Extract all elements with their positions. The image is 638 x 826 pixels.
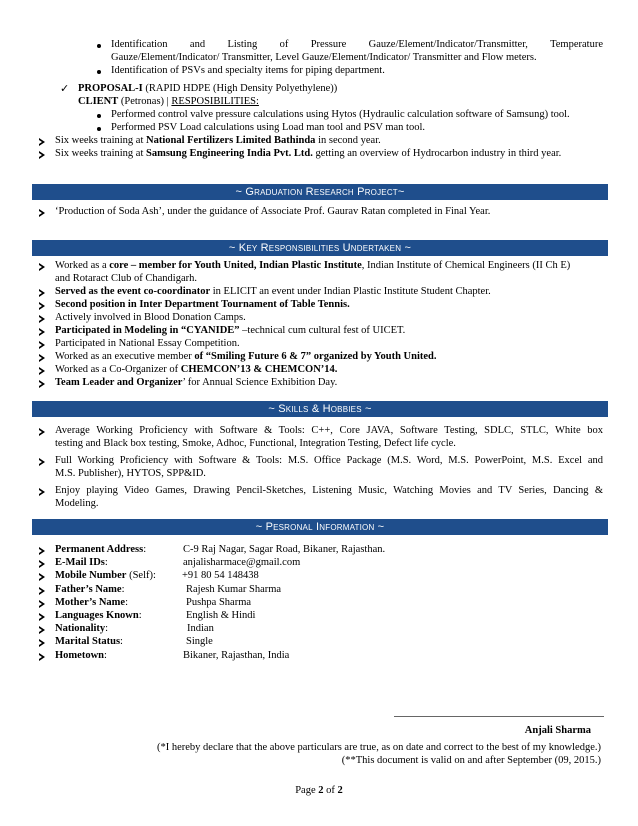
- training-text: getting an overview of Hydrocarbon industry in third year.: [312, 148, 562, 159]
- list-item-continuation: Gauze/Element/Indicator/ Transmitter, Level Gauze/Element/Indicator/ Transmitter and Flow meters.: [111, 52, 537, 63]
- personal-info-label: [55, 635, 123, 648]
- page-total: 2: [337, 785, 343, 796]
- item-text: ’ for Annual Science Exhibition Day.: [182, 377, 338, 388]
- personal-info-value: Pushpa Sharma: [186, 597, 252, 608]
- arrow-bullet-icon: [39, 367, 45, 375]
- personal-info-label: [55, 583, 125, 596]
- personal-info-label: [55, 609, 142, 622]
- responsibility-item: Participated in National Essay Competition.: [55, 338, 240, 349]
- label-text: Mother’s Name: [55, 597, 126, 608]
- label-text: Languages Known: [55, 610, 139, 621]
- label-text: Hometown: [55, 650, 104, 661]
- arrow-bullet-icon: [39, 302, 45, 310]
- personal-info-label: [55, 543, 146, 556]
- arrow-bullet-icon: [39, 587, 45, 595]
- section-heading-personal: [32, 519, 608, 535]
- item-bold: Served as the event co-coordinator: [55, 286, 211, 297]
- hobby-item-continuation: Modeling.: [55, 498, 99, 509]
- item-text: , Indian Institute of Chemical Engineers (II Ch E): [361, 260, 571, 271]
- label-separator: :: [105, 623, 109, 634]
- arrow-bullet-icon: [39, 315, 45, 323]
- section-heading-responsibilities: [32, 240, 608, 256]
- item-bold: of “Smiling Future 6 & 7” organized by Youth United.: [194, 351, 437, 362]
- training-item: [55, 134, 381, 147]
- arrow-bullet-icon: [39, 560, 45, 568]
- arrow-bullet-icon: [39, 209, 45, 217]
- responsibility-item: [55, 376, 337, 389]
- responsibility-item: [55, 285, 491, 298]
- section-heading-text: ~ Key Responsibilities Undertaken ~: [228, 242, 412, 254]
- section-heading-skills: [32, 401, 608, 417]
- arrow-bullet-icon: [39, 458, 45, 466]
- label-separator: :: [104, 650, 107, 661]
- bullet-icon: [97, 114, 101, 118]
- page-label: of: [323, 785, 338, 796]
- label-text: Father’s Name: [55, 584, 122, 595]
- personal-info-label: [55, 596, 128, 609]
- personal-info-value: Single: [186, 636, 213, 647]
- section-heading-text: ~ Skills & Hobbies ~: [268, 403, 372, 415]
- signature-name: Anjali Sharma: [524, 725, 591, 736]
- personal-info-value: +91 80 54 148438: [182, 570, 259, 581]
- label-separator: :: [143, 544, 147, 555]
- personal-info-value: C-9 Raj Nagar, Sagar Road, Bikaner, Rajasthan.: [183, 544, 386, 555]
- skill-item-continuation: M.S. Publisher), HYTOS, SPP&ID.: [55, 468, 206, 479]
- arrow-bullet-icon: [39, 138, 45, 146]
- label-separator: :: [125, 597, 128, 608]
- personal-info-label: [55, 622, 108, 635]
- bullet-icon: [97, 127, 101, 131]
- responsibility-item: [55, 363, 337, 376]
- label-text: Nationality: [55, 623, 106, 634]
- item-bold: Participated in Modeling in “CYANIDE”: [55, 325, 240, 336]
- item-bold: CHEMCON’13 & CHEMCON’14.: [180, 364, 338, 375]
- item-bold: Team Leader and Organizer: [55, 377, 183, 388]
- list-item: Identification and Listing of Pressure Gauze/Element/Indicator/Transmitter, Temperature: [111, 39, 603, 50]
- training-item: [55, 147, 561, 160]
- label-text: Marital Status: [55, 636, 121, 647]
- proposal-title: [78, 82, 337, 95]
- personal-info-value: Rajesh Kumar Sharma: [186, 584, 282, 595]
- arrow-bullet-icon: [39, 573, 45, 581]
- personal-info-label: [55, 569, 156, 582]
- list-item: Identification of PSVs and specialty items for piping department.: [111, 65, 385, 76]
- label-text: E-Mail IDs: [55, 557, 105, 568]
- hobby-item: Enjoy playing Video Games, Drawing Pencil-Sketches, Listening Music, Watching Movies and TV Series, Dancing &: [55, 485, 603, 496]
- item-text: Worked as an executive member: [55, 351, 195, 362]
- item-text: –technical cum cultural fest of UICET.: [239, 325, 406, 336]
- arrow-bullet-icon: [39, 328, 45, 336]
- personal-info-value: Indian: [187, 623, 214, 634]
- section-heading-text: ~ Graduation Research Project~: [235, 186, 405, 198]
- arrow-bullet-icon: [39, 488, 45, 496]
- arrow-bullet-icon: [39, 428, 45, 436]
- arrow-bullet-icon: [39, 626, 45, 634]
- project-item: ‘Production of Soda Ash’, under the guidance of Associate Prof. Gaurav Ratan completed in Final Year.: [55, 206, 491, 217]
- label-separator: :: [121, 584, 125, 595]
- validity-text: (**This document is valid on and after September (09, 2015.): [341, 755, 601, 766]
- label-separator: (Self):: [126, 570, 156, 581]
- section-heading-text: ~ Pesronal Information ~: [255, 521, 385, 533]
- item-bold: core – member for Youth United, Indian Plastic Institute: [109, 260, 362, 271]
- responsibility-item: [55, 298, 350, 311]
- responsibility-item: Actively involved in Blood Donation Camps.: [55, 312, 246, 323]
- item-text: Worked as a Co-Organizer of: [55, 364, 181, 375]
- arrow-bullet-icon: [39, 547, 45, 555]
- training-text: in second year.: [315, 135, 381, 146]
- arrow-bullet-icon: [39, 380, 45, 388]
- responsibility-item: [55, 259, 570, 272]
- item-text: in ELICIT an event under Indian Plastic Institute Student Chapter.: [210, 286, 491, 297]
- personal-info-label: [55, 649, 107, 662]
- label-text: Permanent Address: [55, 544, 144, 555]
- client-rest: (Petronas) |: [118, 96, 172, 107]
- page-number: [0, 784, 638, 797]
- proposal-title-rest: (RAPID HDPE (High Density Polyethylene)): [142, 83, 338, 94]
- page-label: Page: [295, 785, 319, 796]
- signature-line: [394, 716, 604, 717]
- arrow-bullet-icon: [39, 341, 45, 349]
- bullet-icon: [97, 44, 101, 48]
- item-bold: Second position in Inter Department Tournament of Table Tennis.: [55, 299, 350, 310]
- training-text: Six weeks training at: [55, 148, 146, 159]
- label-separator: :: [104, 557, 108, 568]
- arrow-bullet-icon: [39, 354, 45, 362]
- bullet-icon: [97, 70, 101, 74]
- proposal-client: [78, 95, 259, 108]
- client-label: CLIENT: [78, 96, 119, 107]
- training-org: National Fertilizers Limited Bathinda: [145, 135, 316, 146]
- arrow-bullet-icon: [39, 653, 45, 661]
- checkmark-icon: ✓: [60, 82, 70, 95]
- list-item: Performed PSV Load calculations using Load man tool and PSV man tool.: [111, 122, 425, 133]
- page-current: 2: [318, 785, 324, 796]
- declaration-text: (*I hereby declare that the above particulars are true, as on date and correct to the best of my knowledge.): [156, 742, 601, 753]
- responsibilities-label: RESPOSIBILITIES:: [171, 96, 259, 107]
- arrow-bullet-icon: [39, 151, 45, 159]
- personal-info-label: [55, 556, 108, 569]
- skill-item: Full Working Proficiency with Software & Tools: M.S. Office Package (M.S. Word, M.S. PowerPoint, M.S. Excel and: [55, 455, 603, 466]
- label-separator: :: [120, 636, 123, 647]
- personal-info-value: English & Hindi: [186, 610, 256, 621]
- arrow-bullet-icon: [39, 613, 45, 621]
- arrow-bullet-icon: [39, 600, 45, 608]
- responsibility-item: [55, 350, 437, 363]
- skill-item-continuation: testing and Black box testing, Smoke, Adhoc, Functional, Integration Testing, Defect life cycle.: [55, 438, 456, 449]
- personal-info-value: anjalisharmace@gmail.com: [183, 557, 301, 568]
- responsibility-item: [55, 324, 405, 337]
- label-separator: :: [138, 610, 142, 621]
- section-heading-graduation: [32, 184, 608, 200]
- skill-item: Average Working Proficiency with Software & Tools: C++, Core JAVA, Software Testing, SDLC, STLC, White box: [55, 425, 603, 436]
- arrow-bullet-icon: [39, 263, 45, 271]
- responsibility-item-continuation: and Rotaract Club of Chandigarh.: [55, 273, 198, 284]
- arrow-bullet-icon: [39, 289, 45, 297]
- training-text: Six weeks training at: [55, 135, 146, 146]
- proposal-title-bold: PROPOSAL-I: [78, 83, 143, 94]
- label-text: Mobile Number: [55, 570, 127, 581]
- arrow-bullet-icon: [39, 639, 45, 647]
- training-org: Samsung Engineering India Pvt. Ltd.: [145, 148, 313, 159]
- list-item: Performed control valve pressure calculations using Hytos (Hydraulic calculation software of Samsung) tool.: [111, 109, 570, 120]
- item-text: Worked as a: [55, 260, 110, 271]
- personal-info-value: Bikaner, Rajasthan, India: [183, 650, 290, 661]
